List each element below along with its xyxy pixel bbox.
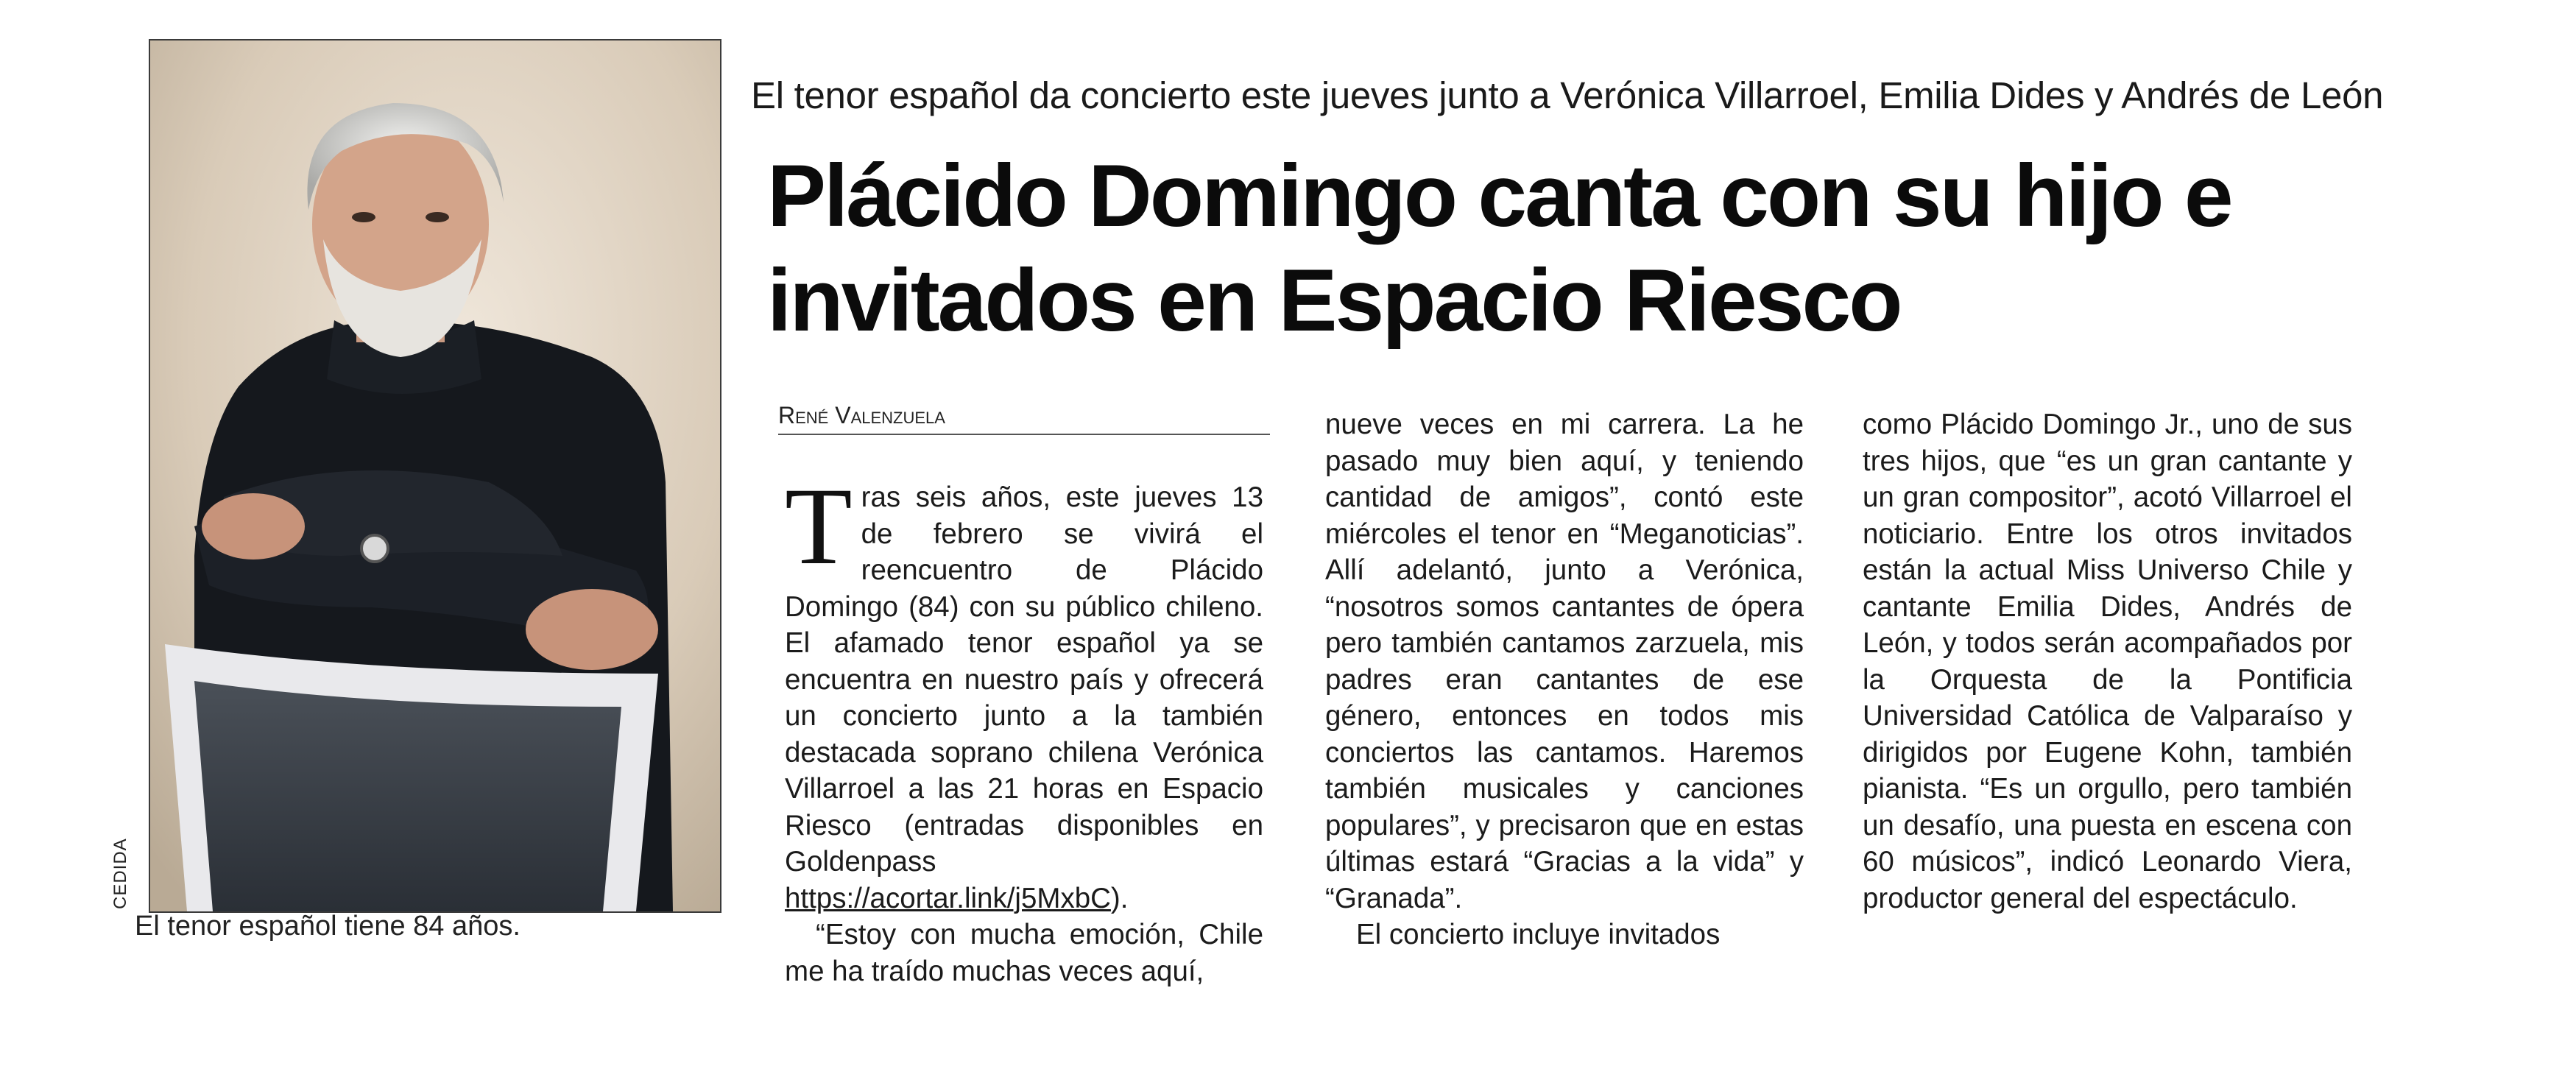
article-column-1 [785, 465, 1263, 989]
article-column-3 [1863, 406, 2352, 917]
paragraph-1 [785, 465, 1263, 917]
portrait-image [150, 40, 720, 911]
paragraph-1-end: ). [1110, 882, 1129, 914]
article-headline [767, 144, 2460, 353]
photo-credit: CEDIDA [110, 838, 130, 909]
ticket-link[interactable]: https://acortar.link/j5MxbC [785, 882, 1111, 914]
photo-caption: El tenor español tiene 84 años. [135, 911, 521, 942]
article-column-2 [1325, 406, 1804, 953]
paragraph-1-text: ras seis años, este jueves 13 de febrero se vivirá el reencuentro de Plácido Domingo (84) con su público chileno. El afamado tenor español ya se encuentra en nuestro país y ofrecerá un concierto junto a la también destacada soprano chilena Verónica Villarroel a las 21 horas en Espacio Riesco (entradas disponibles en Goldenpass [785, 481, 1263, 878]
article-photo [149, 39, 721, 913]
paragraph-3-continued: como Plácido Domingo Jr., uno de sus tres hijos, que “es un gran cantante y un gran compositor”, acotó Villarroel el noticiario. Entre los otros invitados están la actual Miss Universo Chile y cantante Emilia Dides, Andrés de León, y todos serán acompañados por la Orquesta de la Pontificia Universidad Católica de Valparaíso y dirigidos por Eugene Kohn, también pianista. “Es un orgullo, pero también un desafío, una puesta en escena con 60 músicos”, indicó Leonardo Viera, productor general del espectáculo. [1863, 409, 2352, 914]
article-byline: René Valenzuela [778, 402, 1270, 435]
paragraph-2-continued: nueve veces en mi carrera. La he pasado muy bien aquí, y teniendo cantidad de amigos”, contó este miércoles el tenor en “Meganoticias”. Allí adelantó, junto a Verónica, “nosotros somos cantantes de ópera pero también cantamos zarzuela, mis padres eran cantantes de ese género, entonces en todos mis conciertos las cantamos. Haremos también musicales y canciones populares”, y precisaron que en estas últimas estará “Gracias a la vida” y “Granada”. [1325, 409, 1804, 914]
headline-line-1: Plácido Domingo canta con su hijo e [767, 147, 2231, 245]
article-kicker: El tenor español da concierto este jueves junto a Verónica Villarroel, Emilia Dides y Andrés de León [751, 74, 2384, 116]
headline-line-2: invitados en Espacio Riesco [767, 251, 1901, 350]
paragraph-2-start: “Estoy con mucha emoción, Chile me ha traído muchas veces aquí, [785, 919, 1263, 987]
dropcap: T [785, 465, 853, 587]
paragraph-3-start: El concierto incluye invitados [1356, 919, 1721, 950]
